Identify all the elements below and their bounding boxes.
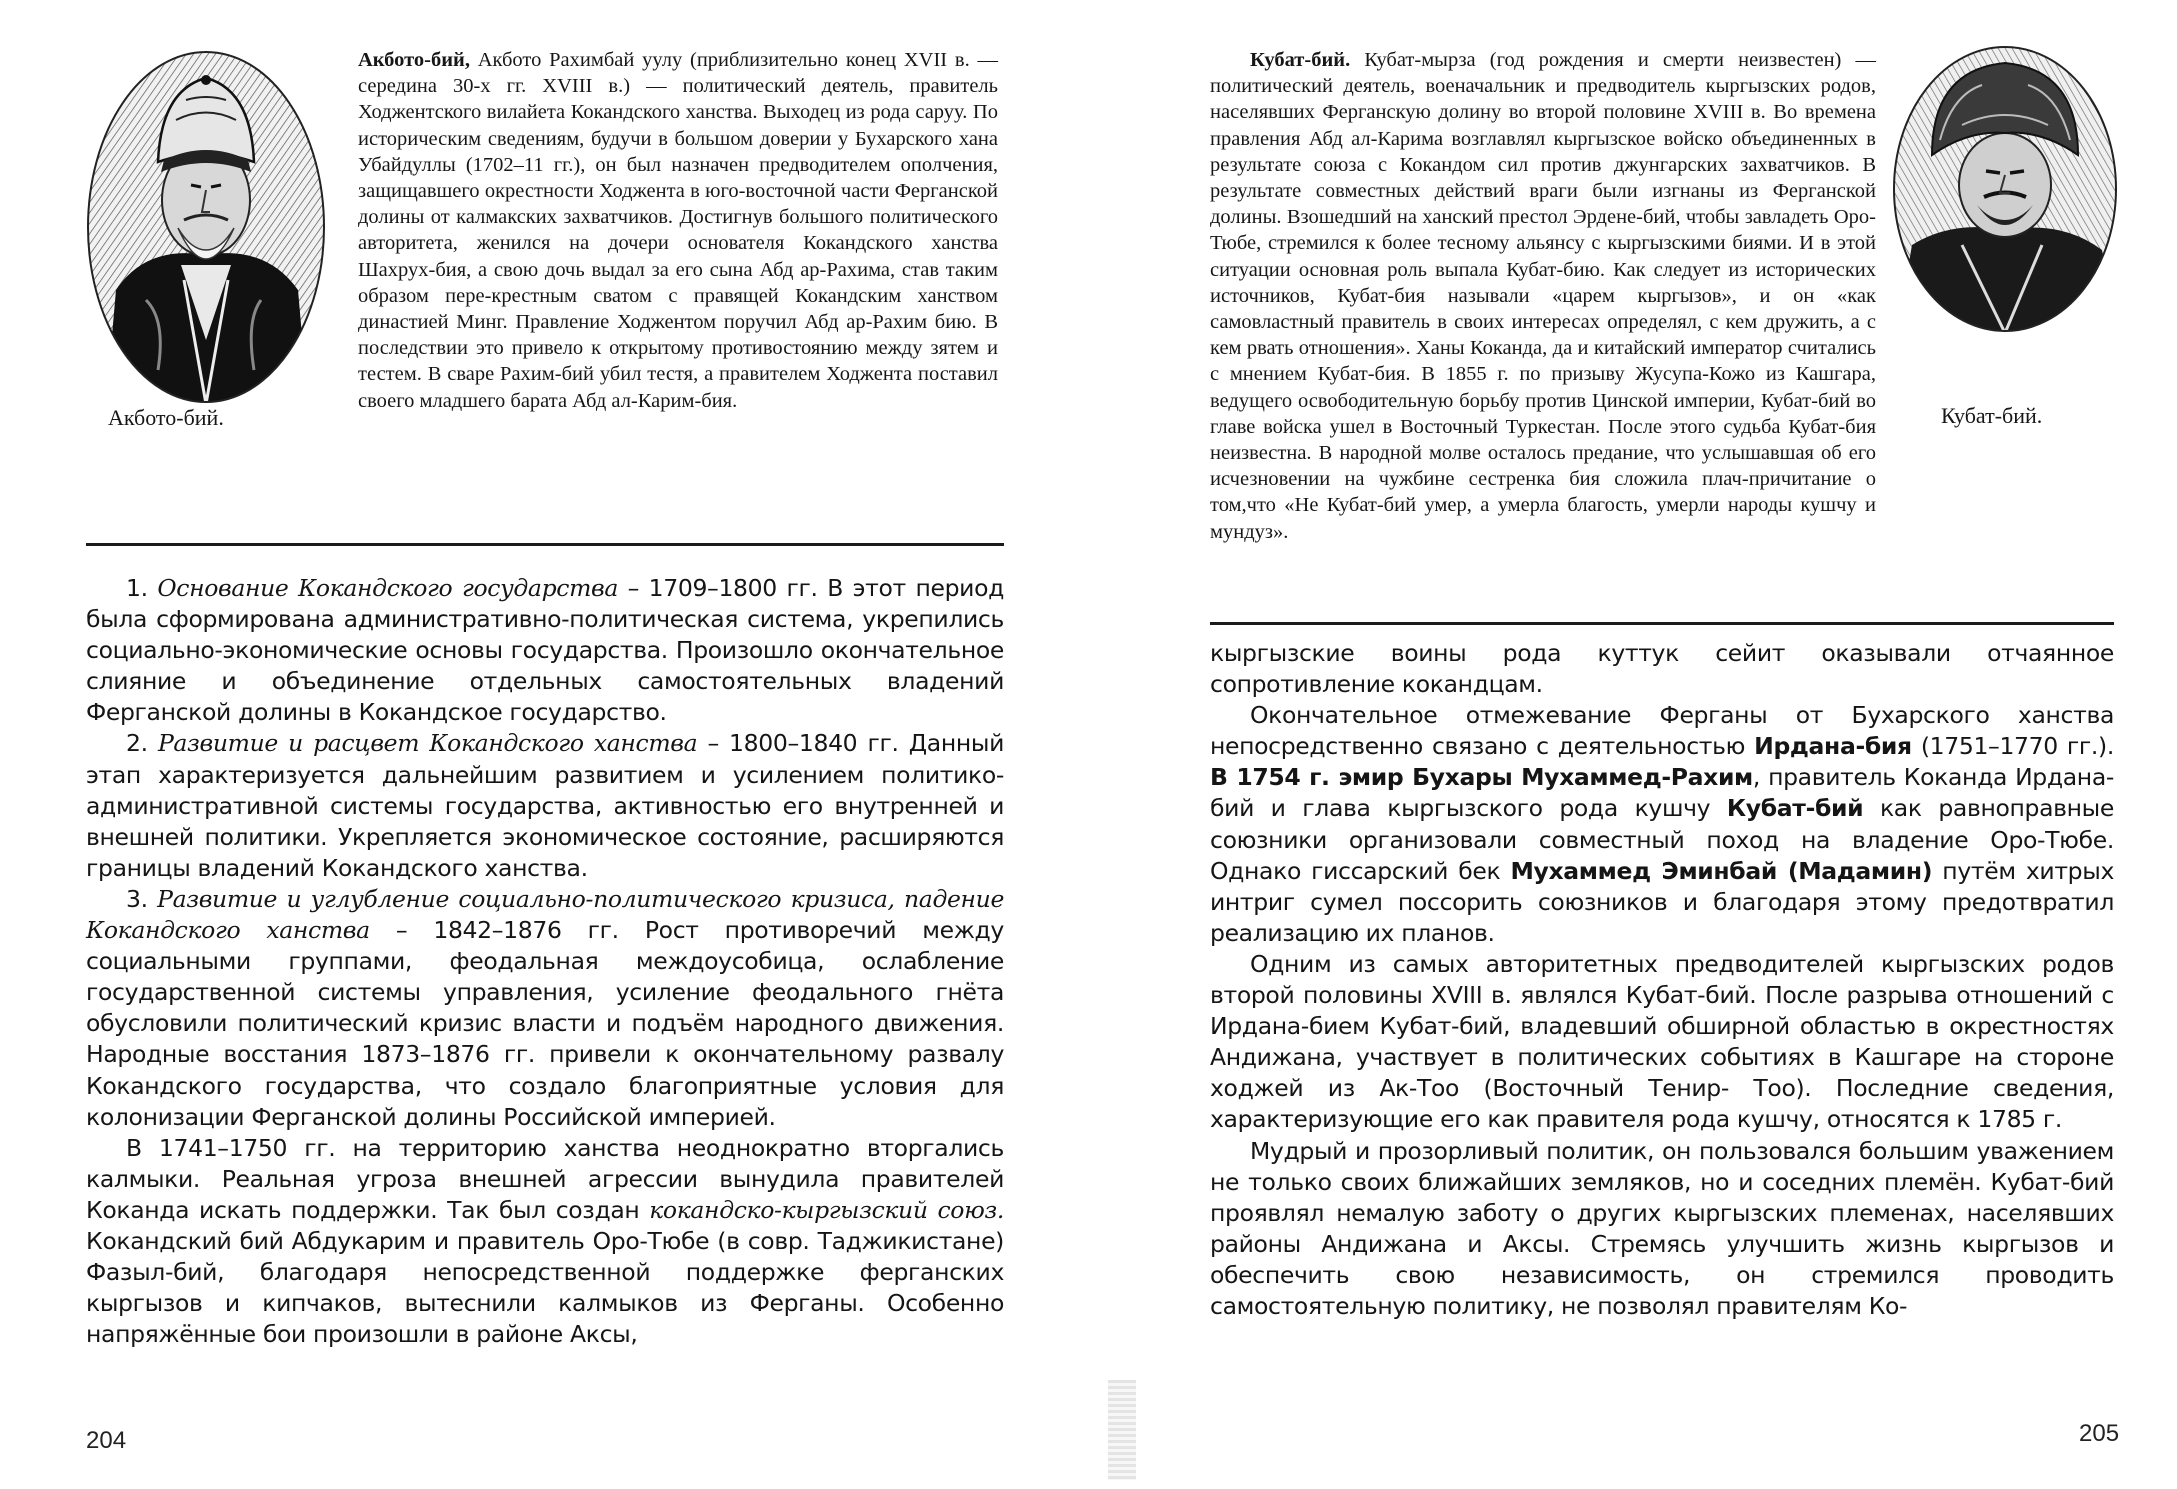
- irdana-text-f: путём хитрых интриг сумел поссорить союзников и благодаря этому предотвратил реализацию их планов.: [1210, 856, 2114, 947]
- irdana-bold-3: Кубат-бий: [1726, 794, 1864, 823]
- kubat-bio-text: Кубат-мырза (год рождения и смерти неизвестен) — политический деятель, военачальник и предводитель кыргызских родов, населявших Ферганскую долину во второй половине XVIII в. Во времена правления Абд ал-Карима возглавлял кыргызское войско объединенных в результате союза с Кокандом сил против джунгарских захватчиков. В результате совместных действий враги были изгнаны из Ферганской долины. Взошедший на ханский престол Эрдене-бий, чтобы завладеть Оро-Тюбе, стремился к более тесному альянсу с кыргызскими биями. И в этой ситуации основная роль выпала Кубат-бию. Как следует из исторических источников, Кубат-бия называли «царем кыргызов», и он «как самовластный правитель в своих интересах определял, с кем дружить, а с кем рвать отношения». Ханы Коканда, да и китайский император считались с мнением Кубат-бия. В 1855 г. по призыву Жусупа-Кожо из Кашгара, ведущего освободительную борьбу против Цинской империи, Кубат-бий во главе войска ушел в Восточный Туркестан. После этого судьба Кубат-бия неизвестна. В народной молве осталось предание, что услышавшая об его исчезновении на чужбине сестренка бия сложила плач-причитание о том,что «Не Кубат-бий умер, а умерла благость, умерли народы кушчу и мундуз».: [1210, 49, 1876, 543]
- kalmyk-paragraph: [86, 1133, 1004, 1351]
- right-main-text: [1210, 638, 2114, 1322]
- separator-rule: [86, 543, 1004, 546]
- akboto-bio-top: [358, 47, 998, 414]
- kalmyk-text-b: Кокандский бий Абдукарим и правитель Оро-Тюбе (в совр. Таджикистане) Фазыл-бий, благодаря непосредственной поддержке ферганских кыргызов и кипчаков, вытеснили калмыков из Ферганы. Особенно напряжённые бои произошли в районе Аксы,: [86, 1226, 1004, 1349]
- irdana-text-e: как равноправные союзники организовали совместный поход на владение Оро-Тюбе. Однако гиссарский бек: [1210, 794, 2114, 885]
- irdana-paragraph: [1210, 700, 2114, 949]
- kubat-name: Кубат-бий.: [1250, 49, 1351, 71]
- irdana-text-d: , правитель Коканда Ирдана-бий и глава кыргызского рода кушчу: [1210, 763, 2115, 823]
- stage-3-title: Развитие и углубление социально-политического кризиса, падение Кокандского ханства: [86, 884, 1005, 945]
- stage-1-paragraph: [86, 573, 1004, 728]
- left-page: [0, 0, 1088, 1489]
- stage-2-lead: 2.: [126, 729, 158, 758]
- kubat-caption: Кубат-бий.: [1941, 403, 2043, 428]
- stage-2-paragraph: [86, 728, 1004, 883]
- stage-2-text: – 1800–1840 гг. Данный этап характеризуется дальнейшим развитием и усилением политико-административной системы государства, активностью его внутренней и внешней политики. Укрепляется экономическое состояние, расширяются границы владений Кокандского ханства.: [86, 729, 1005, 882]
- stage-1-title: Основание Кокандского государства: [157, 574, 619, 602]
- page-number-right: 205: [2079, 1420, 2120, 1447]
- irdana-text-c: (1751–1770 гг.).: [1911, 732, 2114, 761]
- irdana-bold-2: В 1754 г. эмир Бухары Мухаммед-Рахим: [1210, 763, 1753, 792]
- page-number-left: 204: [86, 1427, 127, 1454]
- continuation-paragraph: кыргызские воины рода куттук сейит оказывали отчаянное сопротивление кокандцам.: [1210, 639, 2114, 699]
- separator-rule-right: [1210, 622, 2114, 625]
- kubat-authority-paragraph: Одним из самых авторитетных предводителей кыргызских родов второй половины XVIII в. являлся Кубат-бий. После разрыва отношений с Ирдана-бием Кубат-бий, владевший обширной областью в окрестностях Андижана, участвует в политических событиях в Кашгаре на стороне ходжей из Ак-Тоо (Восточный Тенир- Тоо). Последние сведения, характеризующие его как правителя рода кушчу, относятся к 1785 г.: [1210, 949, 2114, 1134]
- kalmyk-italic: кокандско-кыргызский союз.: [649, 1195, 1004, 1224]
- akboto-bio-text: Акбото Рахимбай уулу (приблизительно конец XVII в. — середина 30-х гг. XVIII в.) — политический деятель, правитель Ходжентского вилайета Кокандского ханства. Выходец из рода саруу. По историческим сведениям, будучи в большом доверии у Бухарского хана Убайдуллы (1702–11 гг.), он был назначен предводителем ополчения, защищавшего окрестности Ходжента в юго-восточной части Ферганской долины от калмакских захватчиков. Достигнув большого политического авторитета, женился на дочери основателя Кокандского ханства Шахрух-бия, а свою дочь выдал за его сына Абд ар-Рахима, став таким образом пере-крестным сватом с правящей Кокандским ханством династией Минг. Правление Ходжентом поручил Абд ар-Рахим бию. В последствии это привело к открытому противостоянию между зятем и тестем. В сваре Рахим-бий убил тестя, а правителем Ходжента поставил своего младшего барата Абд ал-Карим-бия.: [358, 49, 999, 412]
- akboto-caption: Акбото-бий.: [108, 405, 224, 430]
- left-main-text: [86, 573, 1004, 1350]
- stage-3-paragraph: [86, 884, 1004, 1133]
- stage-1-text: – 1709–1800 гг. В этот период была сформирована административно-политическая система, укрепились социально-экономические основы государства. Произошло окончательное слияние и объединение отдельных самостоятельных владений Ферганской долины в Кокандское государство.: [86, 574, 1004, 727]
- irdana-bold-1: Ирдана-бия: [1754, 732, 1912, 761]
- kubat-bio-top: [1210, 47, 1876, 545]
- irdana-bold-4: Мухаммед Эминбай (Мадамин): [1510, 856, 1933, 885]
- kubat-portrait-drawing: [1892, 45, 2118, 333]
- right-page: [1089, 0, 2177, 1489]
- akboto-name: Акбото-бий,: [358, 49, 470, 71]
- stage-2-title: Развитие и расцвет Кокандского ханства: [157, 729, 698, 758]
- akboto-portrait-drawing: [86, 50, 326, 404]
- stage-3-lead: 3.: [126, 884, 158, 913]
- irdana-text-a: Окончательное отмежевание Ферганы от Бухарского ханства непосредственно связано с деятельностью: [1210, 701, 2114, 761]
- stage-1-lead: 1.: [126, 574, 158, 602]
- akboto-bii-portrait: [86, 50, 326, 404]
- kubat-bii-portrait: [1892, 45, 2118, 333]
- kalmyk-text-a: В 1741–1750 гг. на территорию ханства неоднократно вторгались калмыки. Реальная угроза внешней агрессии вынудила правителей Коканда искать поддержки. Так был создан: [86, 1133, 1004, 1224]
- kubat-politician-paragraph: Мудрый и прозорливый политик, он пользовался большим уважением не только своих ближайших земляков, но и соседних племён. Кубат-бий проявлял немалую заботу о других кыргызских племенах, населявших районы Андижана и Аксы. Стремясь улучшить жизнь кыргызов и обеспечить свою независимость, он стремился проводить самостоятельную политику, не позволял правителям Ко-: [1210, 1136, 2114, 1320]
- stage-3-text: – 1842–1876 гг. Рост противоречий между социальными группами, феодальная междоусобица, ослабление государственной системы управления, усиление феодального гнёта обусловили политический кризис власти и подъём народного движения. Народные восстания 1873–1876 гг. привели к окончательному развалу Кокандского государства, что создало благоприятные условия для колонизации Ферганской долины Российской империей.: [86, 916, 1004, 1131]
